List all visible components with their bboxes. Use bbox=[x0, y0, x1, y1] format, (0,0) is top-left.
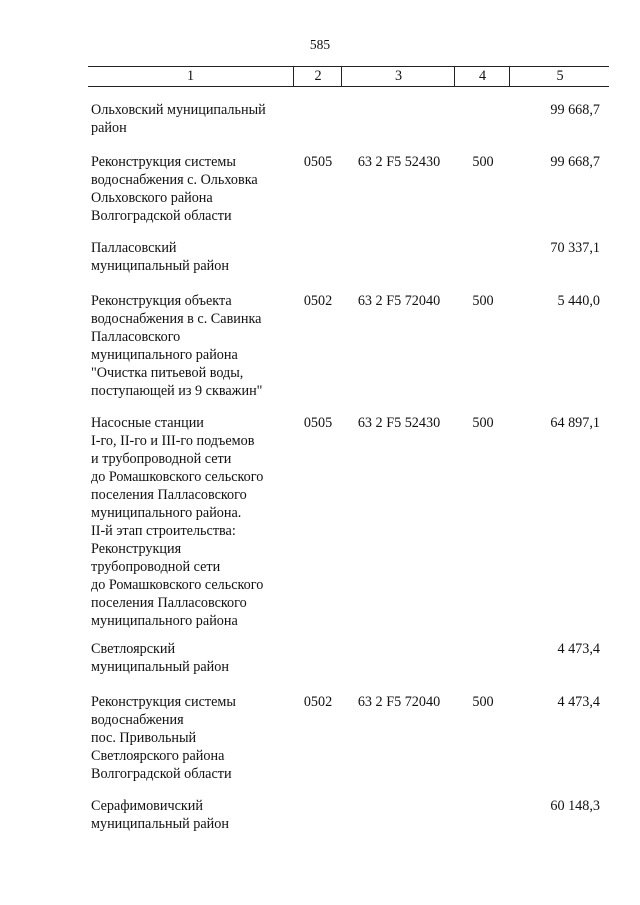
header-col-5: 5 bbox=[509, 67, 610, 86]
row-amount: 64 897,1 bbox=[550, 415, 600, 431]
header-col-1: 1 bbox=[186, 68, 195, 84]
row-type: 500 bbox=[472, 293, 494, 309]
row-name: Насосные станции I-го, II-го и III-го подъемов и трубопроводной сети до Ромашковского сельского поселения Палласовского муниципального района. II-й этап строительства: Реконструкция трубопроводной сети до Ромашковского сельского поселения Палласовского муниципального района bbox=[91, 415, 264, 629]
header-col-3: 3 bbox=[341, 67, 455, 86]
row-amount: 60 148,3 bbox=[550, 798, 600, 814]
row-target: 63 2 F5 72040 bbox=[357, 293, 441, 309]
row-name: Реконструкция системы водоснабжения с. Ольховка Ольховского района Волгоградской области bbox=[91, 154, 258, 224]
row-name: Светлоярский муниципальный район bbox=[91, 641, 229, 675]
row-target: 63 2 F5 52430 bbox=[357, 154, 441, 170]
row-target: 63 2 F5 72040 bbox=[357, 694, 441, 710]
page-number: 585 bbox=[309, 37, 331, 52]
row-name: Серафимовичский муниципальный район bbox=[91, 798, 229, 832]
row-amount: 99 668,7 bbox=[550, 154, 600, 170]
row-name: Палласовский муниципальный район bbox=[91, 240, 229, 274]
row-name: Ольховский муниципальный район bbox=[91, 102, 266, 136]
row-target: 63 2 F5 52430 bbox=[357, 415, 441, 431]
row-section: 0505 bbox=[303, 154, 333, 170]
row-section: 0502 bbox=[303, 293, 333, 309]
row-section: 0505 bbox=[303, 415, 333, 431]
row-amount: 70 337,1 bbox=[550, 240, 600, 256]
row-amount: 4 473,4 bbox=[557, 694, 600, 710]
table-header bbox=[88, 66, 609, 87]
row-amount: 99 668,7 bbox=[550, 102, 600, 118]
row-type: 500 bbox=[472, 694, 494, 710]
row-name: Реконструкция объекта водоснабжения в с. Савинка Палласовского муниципального района "Очистка питьевой воды, поступающей из 9 скважин" bbox=[91, 293, 263, 399]
row-type: 500 bbox=[472, 415, 494, 431]
row-type: 500 bbox=[472, 154, 494, 170]
header-col-4: 4 bbox=[454, 67, 510, 86]
row-amount: 4 473,4 bbox=[557, 641, 600, 657]
row-name: Реконструкция системы водоснабжения пос. Привольный Светлоярского района Волгоградской области bbox=[91, 694, 236, 782]
row-section: 0502 bbox=[303, 694, 333, 710]
row-amount: 5 440,0 bbox=[557, 293, 600, 309]
header-col-2: 2 bbox=[293, 67, 342, 86]
